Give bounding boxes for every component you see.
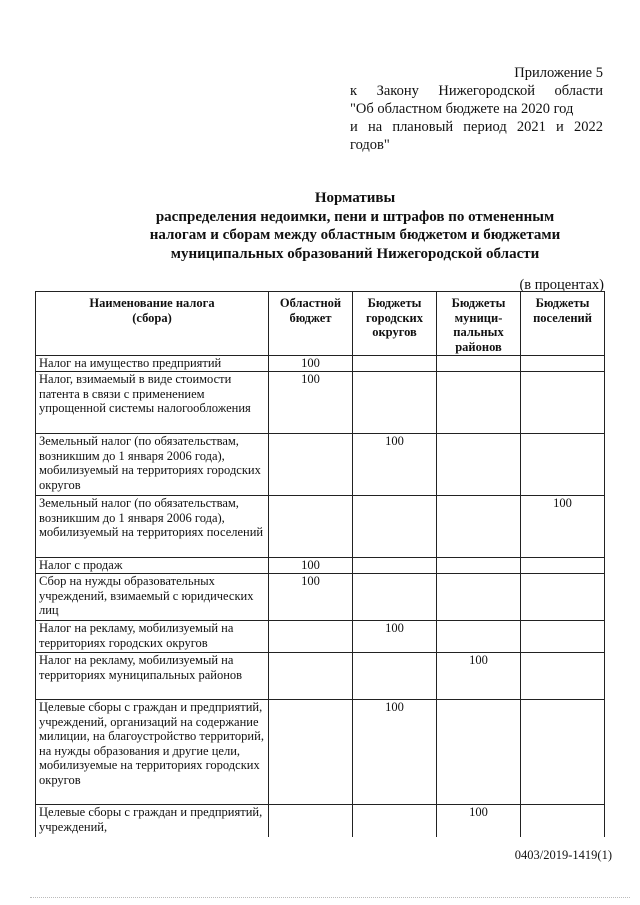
row-settlement bbox=[521, 653, 605, 700]
row-city: 100 bbox=[353, 621, 437, 653]
row-settlement bbox=[521, 434, 605, 496]
table-row bbox=[36, 574, 605, 621]
row-tax-name: Целевые сборы с граждан и предприятий, учреждений, организаций на содержание милиции, на благоустройство территорий, на нужды образования и другие цели, мобилизуемые на территориях городских округов bbox=[36, 700, 269, 805]
row-city bbox=[353, 496, 437, 558]
annex-line-1: Приложение 5 bbox=[514, 65, 603, 81]
row-city bbox=[353, 574, 437, 621]
document-number: 0403/2019-1419(1) bbox=[514, 848, 612, 862]
row-regional bbox=[269, 621, 353, 653]
table-header-row bbox=[36, 292, 605, 356]
row-settlement bbox=[521, 700, 605, 805]
row-district bbox=[437, 574, 521, 621]
row-city bbox=[353, 356, 437, 372]
table-row bbox=[36, 805, 605, 837]
header-city-budgets: Бюджеты городских округов bbox=[353, 292, 437, 356]
row-regional bbox=[269, 496, 353, 558]
row-district bbox=[437, 372, 521, 434]
header-regional-budget: Областной бюджет bbox=[269, 292, 353, 356]
row-settlement: 100 bbox=[521, 496, 605, 558]
annex-line-3: "Об областном бюджете на 2020 год bbox=[350, 101, 574, 117]
header-settlement-budgets: Бюджеты поселений bbox=[521, 292, 605, 356]
row-district bbox=[437, 558, 521, 574]
scan-edge-divider bbox=[30, 897, 630, 901]
title-line-3: налогам и сборам между областным бюджетом и бюджетами bbox=[149, 227, 561, 243]
norms-table bbox=[35, 291, 605, 837]
title-line-4: муниципальных образований Нижегородской области bbox=[170, 245, 540, 262]
table-row bbox=[36, 434, 605, 496]
row-city: 100 bbox=[353, 434, 437, 496]
title-line-2: распределения недоимки, пени и штрафов по отмененным bbox=[155, 208, 555, 225]
row-regional bbox=[269, 700, 353, 805]
row-regional: 100 bbox=[269, 558, 353, 574]
row-district: 100 bbox=[437, 805, 521, 837]
row-city bbox=[353, 805, 437, 837]
row-regional bbox=[269, 434, 353, 496]
row-tax-name: Целевые сборы с граждан и предприятий, учреждений, bbox=[36, 805, 269, 837]
row-city bbox=[353, 653, 437, 700]
annex-block bbox=[350, 64, 603, 154]
row-district bbox=[437, 621, 521, 653]
row-tax-name: Сбор на нужды образовательных учреждений, взимаемый с юридических лиц bbox=[36, 574, 269, 621]
header-tax-name: Наименование налога (сбора) bbox=[36, 292, 269, 356]
row-tax-name: Налог с продаж bbox=[36, 558, 269, 574]
table-row bbox=[36, 621, 605, 653]
row-regional bbox=[269, 805, 353, 837]
header-district-budgets: Бюджеты муници-пальных районов bbox=[437, 292, 521, 356]
annex-line-4: и на плановый период 2021 и 2022 bbox=[350, 119, 603, 135]
row-district bbox=[437, 356, 521, 372]
table-row bbox=[36, 700, 605, 805]
row-tax-name: Налог на рекламу, мобилизуемый на территориях муниципальных районов bbox=[36, 653, 269, 700]
row-settlement bbox=[521, 558, 605, 574]
table-row bbox=[36, 372, 605, 434]
table-row bbox=[36, 356, 605, 372]
row-city bbox=[353, 372, 437, 434]
title-line-1: Нормативы bbox=[314, 190, 396, 206]
row-tax-name: Земельный налог (по обязательствам, возникшим до 1 января 2006 года), мобилизуемый на территориях поселений bbox=[36, 496, 269, 558]
row-tax-name: Земельный налог (по обязательствам, возникшим до 1 января 2006 года), мобилизуемый на территориях городских округов bbox=[36, 434, 269, 496]
row-regional: 100 bbox=[269, 372, 353, 434]
row-settlement bbox=[521, 805, 605, 837]
annex-line-5: годов" bbox=[350, 137, 390, 153]
row-settlement bbox=[521, 356, 605, 372]
units-note: (в процентах) bbox=[519, 277, 604, 293]
row-city: 100 bbox=[353, 700, 437, 805]
table-row bbox=[36, 558, 605, 574]
row-city bbox=[353, 558, 437, 574]
row-tax-name: Налог, взимаемый в виде стоимости патента в связи с применением упрощенной системы налогообложения bbox=[36, 372, 269, 434]
table-row bbox=[36, 496, 605, 558]
row-tax-name: Налог на рекламу, мобилизуемый на территориях городских округов bbox=[36, 621, 269, 653]
row-district bbox=[437, 496, 521, 558]
row-regional bbox=[269, 653, 353, 700]
annex-line-2: к Закону Нижегородской области bbox=[350, 83, 603, 99]
row-settlement bbox=[521, 621, 605, 653]
row-regional: 100 bbox=[269, 356, 353, 372]
row-tax-name: Налог на имущество предприятий bbox=[36, 356, 269, 372]
row-district: 100 bbox=[437, 653, 521, 700]
row-regional: 100 bbox=[269, 574, 353, 621]
row-district bbox=[437, 700, 521, 805]
row-district bbox=[437, 434, 521, 496]
row-settlement bbox=[521, 574, 605, 621]
table-row bbox=[36, 653, 605, 700]
document-title bbox=[120, 189, 590, 263]
row-settlement bbox=[521, 372, 605, 434]
